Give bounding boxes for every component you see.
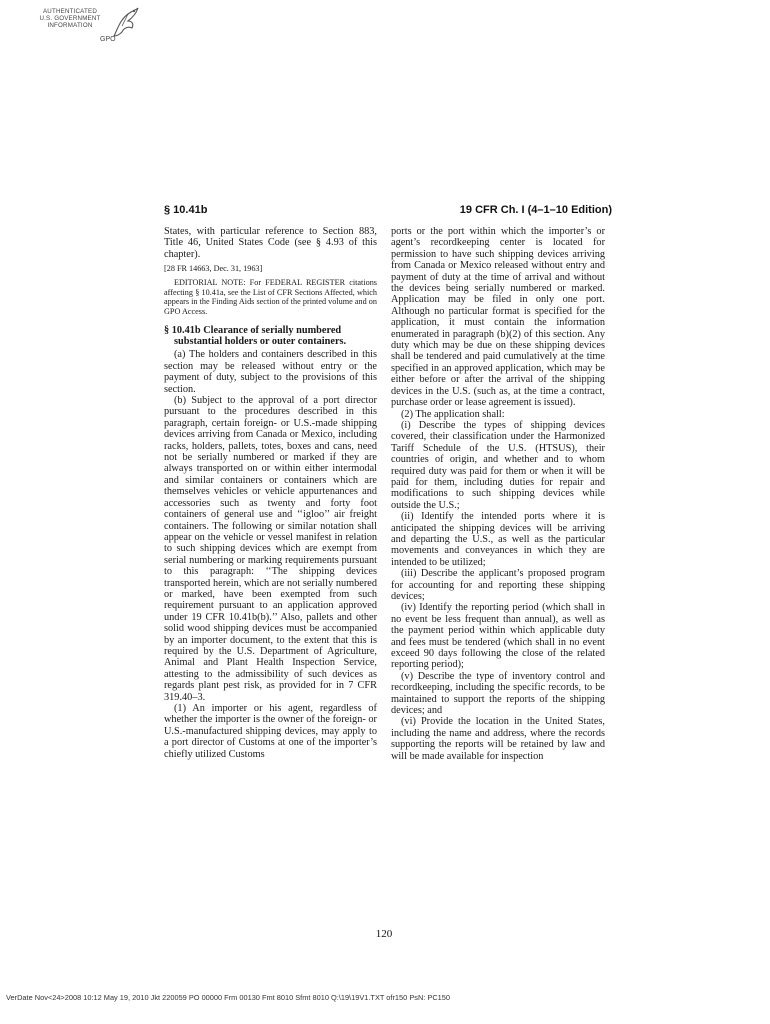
right-column <box>391 226 605 762</box>
running-head-title: 19 CFR Ch. I (4–1–10 Edition) <box>459 204 612 216</box>
gpo-authentication-seal <box>30 6 142 52</box>
editorial-note: EDITORIAL NOTE: For FEDERAL REGISTER citations affecting § 10.41a, see the List of CFR Sections Affected, which appears in the Finding Aids section of the printed volume and on GPO Access. <box>164 278 377 316</box>
seal-line-2: U.S. GOVERNMENT <box>39 15 101 22</box>
paragraph-b-2-ii: (ii) Identify the intended ports where it is anticipated the shipping devices will be arriving and departing the U.S., as well as the particular movements and conveyances in which they are intended to be utilized; <box>391 511 605 568</box>
eagle-icon <box>110 6 140 40</box>
paragraph-a: (a) The holders and containers described in this section may be released without entry or the payment of duty, subject to the provisions of this section. <box>164 349 377 395</box>
paragraph-b-2-i: (i) Describe the types of shipping devices covered, their classification under the Harmonized Tariff Schedule of the U.S. (HTSUS), their countries of origin, and whether and to whom required duty was paid for them or when it will be paid for them, including duties for repair and modifications to such shipping devices while outside the U.S.; <box>391 419 605 511</box>
left-column <box>164 226 377 760</box>
seal-text <box>30 8 110 29</box>
paragraph-b-2-iv: (iv) Identify the reporting period (which shall in no event be less frequent than annual), as well as the payment period within which applicable duty and fees must be tendered (which shall in no event exceed 90 days following the close of the related reporting period); <box>391 602 605 671</box>
print-footer: VerDate Nov<24>2008 10:12 May 19, 2010 Jkt 220059 PO 00000 Frm 00130 Fmt 8010 Sfmt 8010 Q:\19\19V1.TXT ofr150 PsN: PC150 <box>6 993 450 1002</box>
running-head-section: § 10.41b <box>164 204 208 216</box>
citation: [28 FR 14663, Dec. 31, 1963] <box>164 264 263 274</box>
paragraph-continued: States, with particular reference to Section 883, Title 46, United States Code (see § 4.93 of this chapter). <box>164 226 377 260</box>
paragraph-b-2: (2) The application shall: <box>401 408 505 420</box>
seal-line-1: AUTHENTICATED <box>42 8 98 15</box>
seal-line-3: INFORMATION <box>47 22 93 29</box>
paragraph-b: (b) Subject to the approval of a port director pursuant to the procedures described in this paragraph, certain foreign- or U.S.-made shipping devices arriving from Canada or Mexico, including racks, holders, pallets, totes, boxes and cans, need not be serially numbered or marked if they are always transported on or within either intermodal and similar containers or containers which are themselves vehicles or vehicle appurtenances and accessories such as twenty and forty foot containers of general use and ‘‘igloo’’ air freight containers. The following or similar notation shall appear on the vehicle or vessel manifest in relation to such shipping devices which are exempt from serial numbering or marking requirements pursuant to this paragraph: ‘‘The shipping devices transported herein, which are not serially numbered or marked, have been exempted from such requirement pursuant to an application approved under 19 CFR 10.41b(b).’’ Also, pallets and other solid wood shipping devices must be accompanied by an importer document, to the extent that this is required by the U.S. Department of Agriculture, Animal and Plant Health Inspection Service, attesting to the admissibility of such devices as regards plant pest risk, as provided for in 7 CFR 319.40–3. <box>164 395 377 703</box>
paragraph-b-1: (1) An importer or his agent, regardless of whether the importer is the owner of the foreign- or U.S.-manufactured shipping devices, may apply to a port director of Customs at one of the importer’s chiefly utilized Customs <box>164 703 377 760</box>
paragraph-b-2-iii: (iii) Describe the applicant’s proposed program for accounting for and reporting these shipping devices; <box>391 568 605 602</box>
seal-gpo-label: GPO <box>100 36 116 43</box>
section-heading: § 10.41b Clearance of serially numbered substantial holders or outer containers. <box>164 324 347 347</box>
paragraph-b-2-vi: (vi) Provide the location in the United States, including the name and address, where the records supporting the reports will be retained by law and will be made available for inspection <box>391 716 605 762</box>
page-number <box>0 928 770 940</box>
page-number-text: 120 <box>375 928 393 940</box>
paragraph-b-2-v: (v) Describe the type of inventory control and recordkeeping, including the specific records, to be maintained to support the reports of the shipping devices; and <box>391 670 605 717</box>
paragraph-b-1-continued: ports or the port within which the importer’s or agent’s recordkeeping center is located for permission to have such shipping devices arriving from Canada or Mexico released without entry and payment of duty at the time of arrival and without the devices being serially numbered or marked. Application may be filed in only one port. Although no particular format is specified for the application, it must contain the information enumerated in paragraph (b)(2) of this section. Any duty which may be due on these shipping devices shall be tendered and paid cumulatively at the time specified in an approved application, which may be either before or after the arrival of the shipping devices in the U.S. (such as, at the time a contract, purchase order or lease agreement is issued). <box>391 226 605 409</box>
